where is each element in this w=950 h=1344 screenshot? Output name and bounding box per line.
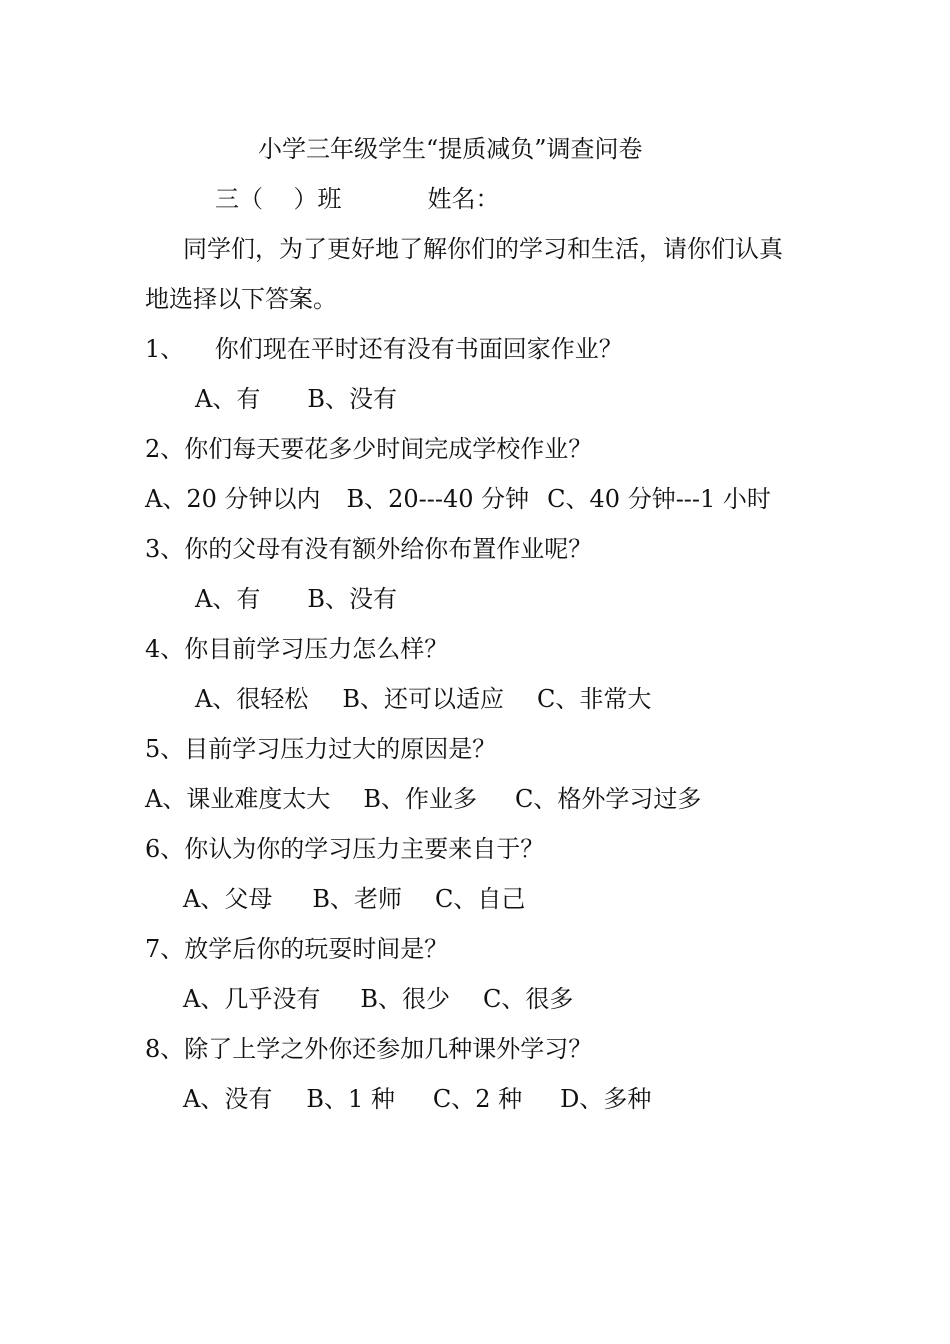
- question-2-option-b: B、20---40 分钟: [346, 485, 530, 513]
- question-4-option-b: B、还可以适应: [342, 685, 504, 713]
- question-6-option-b: B、老师: [312, 885, 402, 913]
- class-label: 三（ ）班: [215, 185, 342, 213]
- class-name-line: [215, 184, 500, 214]
- question-6: 6、你认为你的学习压力主要来自于？: [145, 835, 545, 863]
- question-8-option-a: A、没有: [183, 1085, 273, 1113]
- question-8: 8、除了上学之外你还参加几种课外学习？: [145, 1035, 593, 1063]
- question-4-option-c: C、非常大: [536, 685, 652, 713]
- question-2-options: [145, 484, 771, 514]
- question-7: 7、放学后你的玩耍时间是？: [145, 935, 449, 963]
- question-7-option-a: A、几乎没有: [183, 985, 321, 1013]
- question-2: 2、你们每天要花多少时间完成学校作业？: [145, 435, 593, 463]
- question-2-option-c: C、40 分钟---1 小时: [547, 485, 771, 513]
- question-5-option-b: B、作业多: [363, 785, 477, 813]
- question-5-options: [145, 784, 701, 814]
- question-6-option-a: A、父母: [183, 885, 273, 913]
- question-1-option-b: B、没有: [307, 385, 397, 413]
- question-4: 4、你目前学习压力怎么样？: [145, 635, 449, 663]
- question-4-option-a: A、很轻松: [195, 685, 309, 713]
- question-5-option-a: A、课业难度太大: [145, 785, 331, 813]
- question-8-options: [183, 1084, 651, 1114]
- question-1: 1、 你们现在平时还有没有书面回家作业？: [145, 335, 623, 363]
- question-3: 3、你的父母有没有额外给你布置作业呢？: [145, 535, 593, 563]
- question-3-option-b: B、没有: [307, 585, 397, 613]
- question-7-option-c: C、很多: [482, 985, 574, 1013]
- question-3-options: [195, 584, 397, 614]
- question-1-option-a: A、有: [195, 385, 261, 413]
- question-7-options: [183, 984, 573, 1014]
- question-8-option-d: D、多种: [560, 1085, 652, 1113]
- question-1-options: [195, 384, 397, 414]
- question-6-option-c: C、自己: [434, 885, 526, 913]
- question-6-options: [183, 884, 525, 914]
- question-7-option-b: B、很少: [360, 985, 450, 1013]
- question-5-option-c: C、格外学习过多: [514, 785, 702, 813]
- question-8-option-c: C、2 种: [432, 1085, 523, 1113]
- document-title: 小学三年级学生“提质减负”调查问卷: [258, 135, 643, 163]
- question-2-option-a: A、20 分钟以内: [145, 485, 321, 513]
- question-4-options: [195, 684, 651, 714]
- question-8-option-b: B、1 种: [306, 1085, 395, 1113]
- question-3-option-a: A、有: [195, 585, 261, 613]
- intro-line-2: 地选择以下答案。: [145, 285, 337, 313]
- intro-line-1: 同学们，为了更好地了解你们的学习和生活，请你们认真: [183, 235, 783, 263]
- question-5: 5、目前学习压力过大的原因是？: [145, 735, 497, 763]
- name-label: 姓名：: [427, 185, 500, 213]
